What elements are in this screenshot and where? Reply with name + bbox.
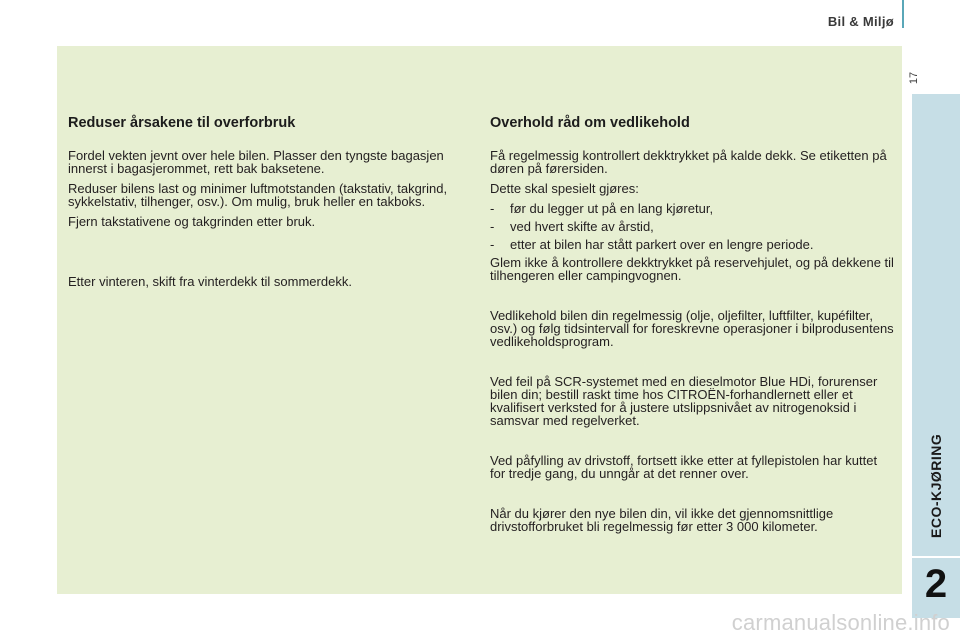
bullet-dash: - bbox=[490, 219, 495, 234]
bullet-dash: - bbox=[490, 201, 495, 216]
left-paragraph: Fordel vekten jevnt over hele bilen. Plasser den tyngste bagasjen innerst i bagasjerommet, rett bak baksetene. bbox=[68, 148, 444, 176]
right-paragraph: Ved feil på SCR-systemet med en dieselmotor Blue HDi, forurenser bilen din; bestill raskt time hos CITROËN-forhandlernett eller et kvalifisert verksted for å justere utslippsnivået av nitrogenoksid i samsvar med regelverket. bbox=[490, 374, 878, 428]
list-intro: Dette skal spesielt gjøres: bbox=[490, 181, 639, 196]
list-item bbox=[490, 220, 895, 233]
section-label: ECO-KJØRING bbox=[928, 433, 944, 538]
bullet-dash: - bbox=[490, 237, 495, 252]
left-paragraph: Etter vinteren, skift fra vinterdekk til sommerdekk. bbox=[68, 274, 352, 289]
bullet-text: før du legger ut på en lang kjøretur, bbox=[510, 201, 714, 216]
watermark: carmanualsonline.info bbox=[731, 610, 950, 635]
bullet-text: ved hvert skifte av årstid, bbox=[510, 219, 654, 234]
chapter-number: 2 bbox=[924, 562, 948, 606]
left-paragraph: Reduser bilens last og minimer luftmotstanden (takstativ, takgrind, sykkelstativ, tilhenger, osv.). Om mulig, bruk heller en takboks. bbox=[68, 181, 448, 209]
right-heading: Overhold råd om vedlikehold bbox=[490, 115, 690, 131]
right-paragraph: Når du kjører den nye bilen din, vil ikke det gjennomsnittlige drivstofforbruket bli regelmessig før etter 3 000 kilometer. bbox=[490, 506, 834, 534]
list-item bbox=[490, 202, 895, 215]
bullet-text: etter at bilen har stått parkert over en lengre periode. bbox=[510, 237, 814, 252]
right-paragraph: Ved påfylling av drivstoff, fortsett ikke etter at fyllepistolen har kuttet for tredje gang, du unngår at det renner over. bbox=[490, 453, 878, 481]
page-number: 17 bbox=[908, 71, 920, 85]
right-paragraph: Vedlikehold bilen din regelmessig (olje, oljefilter, luftfilter, kupéfilter, osv.) og følg tidsintervall for foreskrevne operasjoner i bilprodusentens vedlikeholdsprogram. bbox=[490, 308, 894, 349]
right-paragraph: Glem ikke å kontrollere dekktrykket på reservehjulet, og på dekkene til tilhengeren eller campingvognen. bbox=[490, 255, 894, 283]
left-heading: Reduser årsakene til overforbruk bbox=[68, 115, 296, 131]
right-intro: Få regelmessig kontrollert dekktrykket på kalde dekk. Se etiketten på døren på førersiden. bbox=[490, 148, 887, 176]
left-column bbox=[68, 114, 463, 295]
chapter-sidebar bbox=[912, 94, 960, 618]
right-column bbox=[490, 114, 895, 540]
left-paragraph: Fjern takstativene og takgrinden etter bruk. bbox=[68, 214, 316, 229]
header-accent-line bbox=[902, 0, 904, 28]
bullet-list bbox=[490, 202, 895, 251]
header-title: Bil & Miljø bbox=[827, 14, 894, 29]
list-item bbox=[490, 238, 895, 251]
